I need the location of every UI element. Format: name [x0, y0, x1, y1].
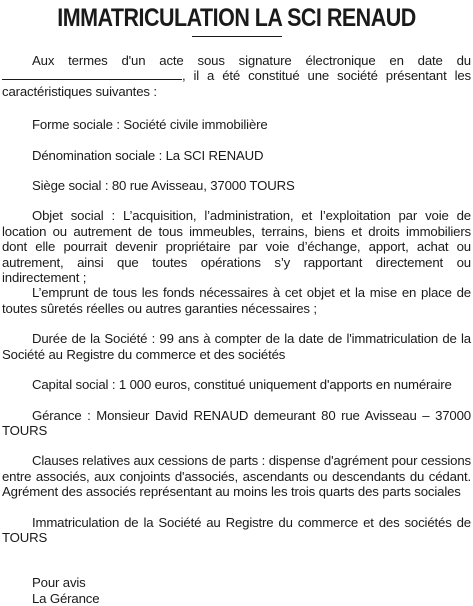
- date-blank-line: [2, 69, 182, 80]
- gerance: Gérance : Monsieur David RENAUD demeurant 80 rue Avisseau – 37000 TOURS: [2, 407, 471, 438]
- title-underline: [192, 36, 282, 37]
- immatriculation-rcs: Immatriculation de la Société au Registre du commerce et des sociétés de TOURS: [2, 514, 471, 545]
- objet-social: Objet social : L’acquisition, l’administration, et l’exploitation par voie de location ou autrement de tous immeubles, terrains, biens et droits immobiliers dont elle pourrait devenir propriétaire par voie d’échange, apport, achat ou autrement, ainsi que toutes opérations s’y rapportant directement ou indirectement ;: [2, 208, 471, 286]
- intro-paragraph: [2, 53, 471, 99]
- clauses-cessions: Clauses relatives aux cessions de parts : dispense d'agrément pour cessions entre associés, aux conjoints d'associés, ascendants ou descendants du cédant. Agrément des associés représentant au moins les trois quarts des parts sociales: [2, 453, 471, 500]
- siege-social: Siège social : 80 rue Avisseau, 37000 TOURS: [32, 178, 295, 194]
- forme-sociale: Forme sociale : Société civile immobilière: [32, 117, 268, 133]
- duree-societe: Durée de la Société : 99 ans à compter de la date de l'immatriculation de la Société au Registre du commerce et des sociétés: [2, 331, 471, 362]
- capital-social: Capital social : 1 000 euros, constitué uniquement d'apports en numéraire: [32, 377, 452, 393]
- intro-text-before: Aux termes d'un acte sous signature électronique en date du: [32, 53, 471, 68]
- notice-title: IMMATRICULATION LA SCI RENAUD: [57, 4, 416, 32]
- intro-text-after: , il a été constitué une société présentant les caractéristiques suivantes :: [2, 68, 471, 99]
- denomination-sociale: Dénomination sociale : La SCI RENAUD: [32, 147, 264, 163]
- pour-avis: Pour avis: [32, 575, 86, 591]
- signature-gerance: La Gérance: [32, 590, 100, 606]
- notice-body: [2, 53, 471, 606]
- emprunt-paragraph: L’emprunt de tous les fonds nécessaires à cet objet et la mise en place de toutes sûretés réelles ou autres garanties nécessaires ;: [2, 285, 471, 316]
